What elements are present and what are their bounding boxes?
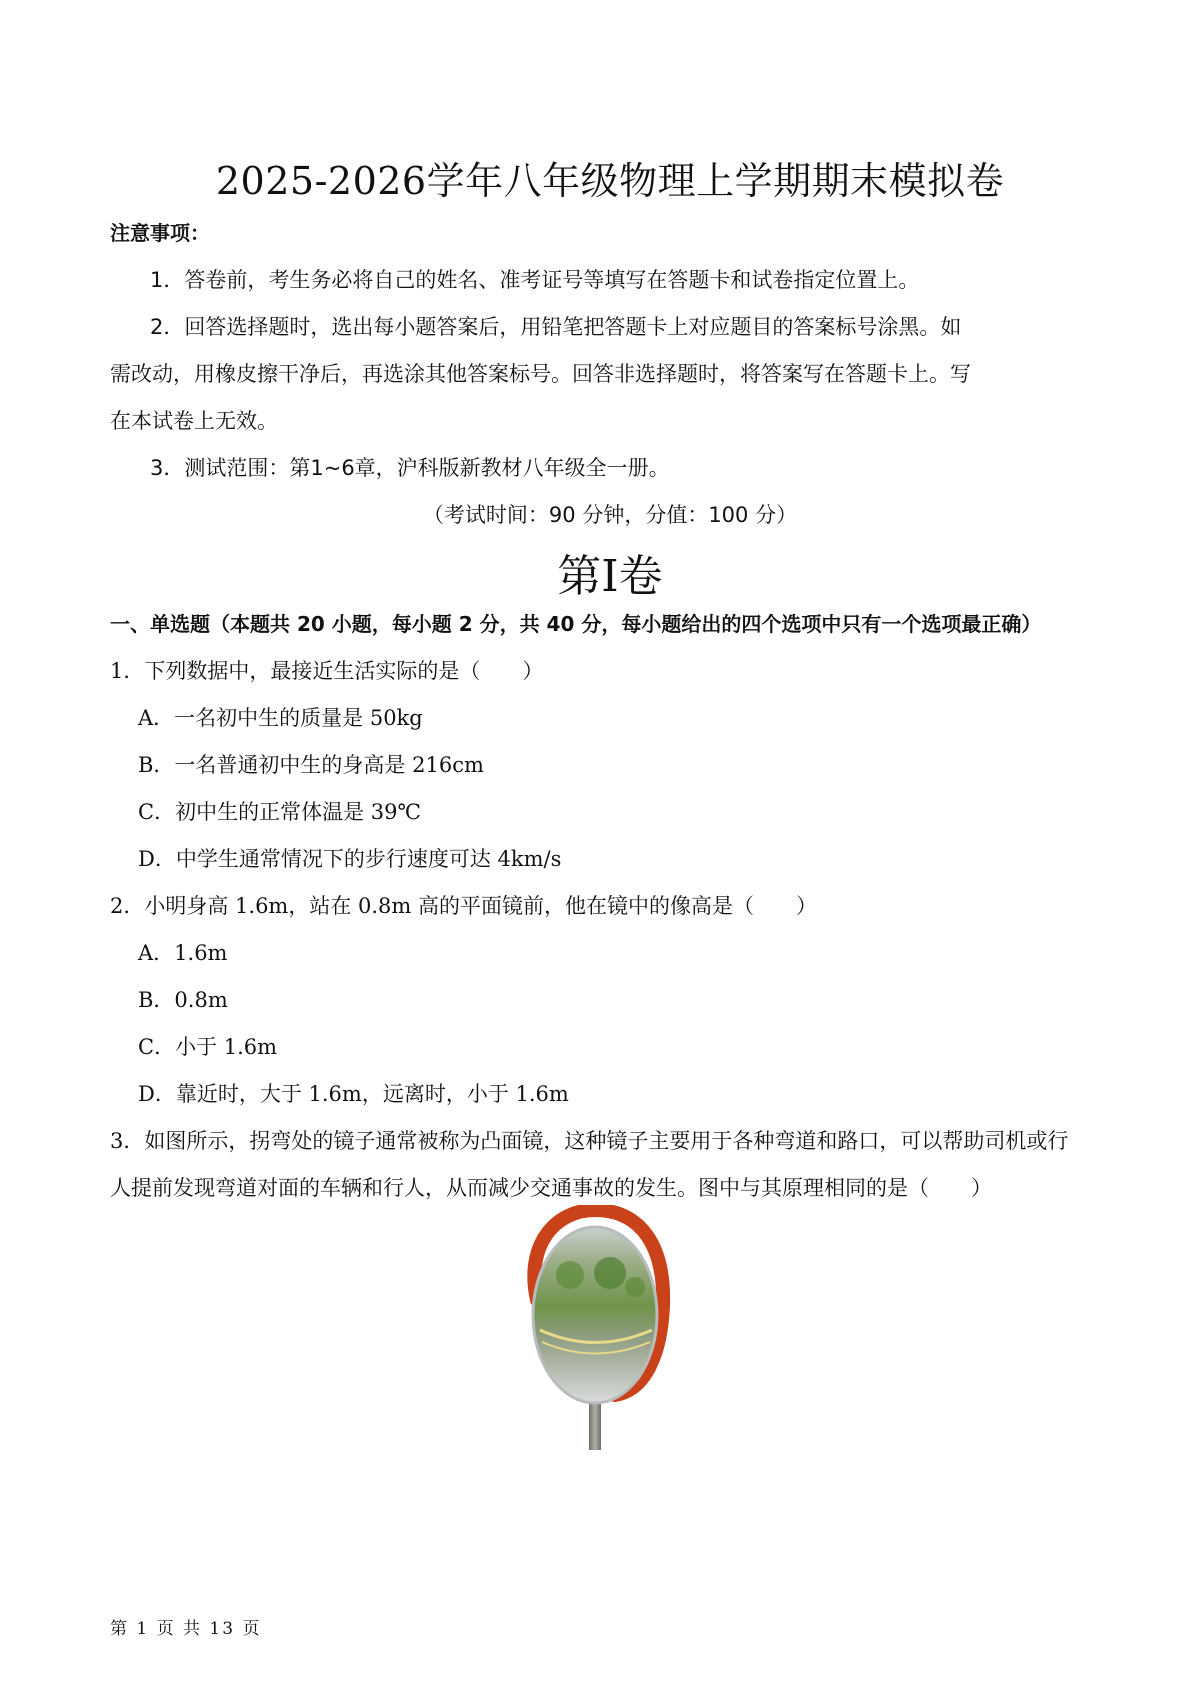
question-1-option-a: A．一名初中生的质量是 50kg [138, 706, 423, 730]
section-heading: 一、单选题（本题共 20 小题，每小题 2 分，共 40 分，每小题给出的四个选项中只有一个选项最正确） [110, 612, 1042, 636]
mirror-tree [556, 1261, 584, 1289]
notice-item-3: 3．测试范围：第1~6章，沪科版新教材八年级全一册。 [150, 456, 670, 480]
question-2-option-d: D．靠近时，大于 1.6m，远离时，小于 1.6m [138, 1082, 569, 1106]
convex-mirror-image [515, 1205, 675, 1450]
notice-item-1: 1．答卷前，考生务必将自己的姓名、准考证号等填写在答题卡和试卷指定位置上。 [150, 268, 920, 292]
question-1-option-c: C．初中生的正常体温是 39℃ [138, 800, 421, 824]
question-2-option-c: C．小于 1.6m [138, 1035, 278, 1059]
page-title: 2025-2026学年八年级物理上学期期末模拟卷 [215, 159, 1005, 203]
page-footer: 第 1 页 共 13 页 [110, 1619, 262, 1639]
exam-info: （考试时间：90 分钟，分值：100 分） [422, 503, 798, 527]
notice-item-2-line-2: 需改动，用橡皮擦干净后，再选涂其他答案标号。回答非选择题时，将答案写在答题卡上。写 [110, 362, 971, 386]
notice-item-2-line-1: 2．回答选择题时，选出每小题答案后，用铅笔把答题卡上对应题目的答案标号涂黑。如 [150, 315, 962, 339]
question-1-option-b: B．一名普通初中生的身高是 216cm [138, 753, 484, 777]
mirror-tree [594, 1257, 626, 1289]
question-2-option-b: B．0.8m [138, 988, 228, 1012]
question-2-stem: 2．小明身高 1.6m，站在 0.8m 高的平面镜前，他在镜中的像高是（ ） [110, 894, 818, 918]
question-2-option-a: A．1.6m [138, 941, 228, 965]
question-1-option-d: D．中学生通常情况下的步行速度可达 4km/s [138, 847, 562, 871]
question-3-stem-line-1: 3．如图所示，拐弯处的镜子通常被称为凸面镜，这种镜子主要用于各种弯道和路口，可以帮助司机或行 [110, 1129, 1069, 1153]
question-3-stem-line-2: 人提前发现弯道对面的车辆和行人，从而减少交通事故的发生。图中与其原理相同的是（ ） [110, 1176, 992, 1200]
notice-item-2-line-3: 在本试卷上无效。 [110, 409, 278, 433]
mirror-tree [625, 1277, 645, 1297]
mirror-glass [533, 1227, 657, 1403]
notice-heading: 注意事项： [110, 221, 210, 245]
volume-title: 第I卷 [557, 551, 663, 602]
question-1-stem: 1．下列数据中，最接近生活实际的是（ ） [110, 659, 544, 683]
